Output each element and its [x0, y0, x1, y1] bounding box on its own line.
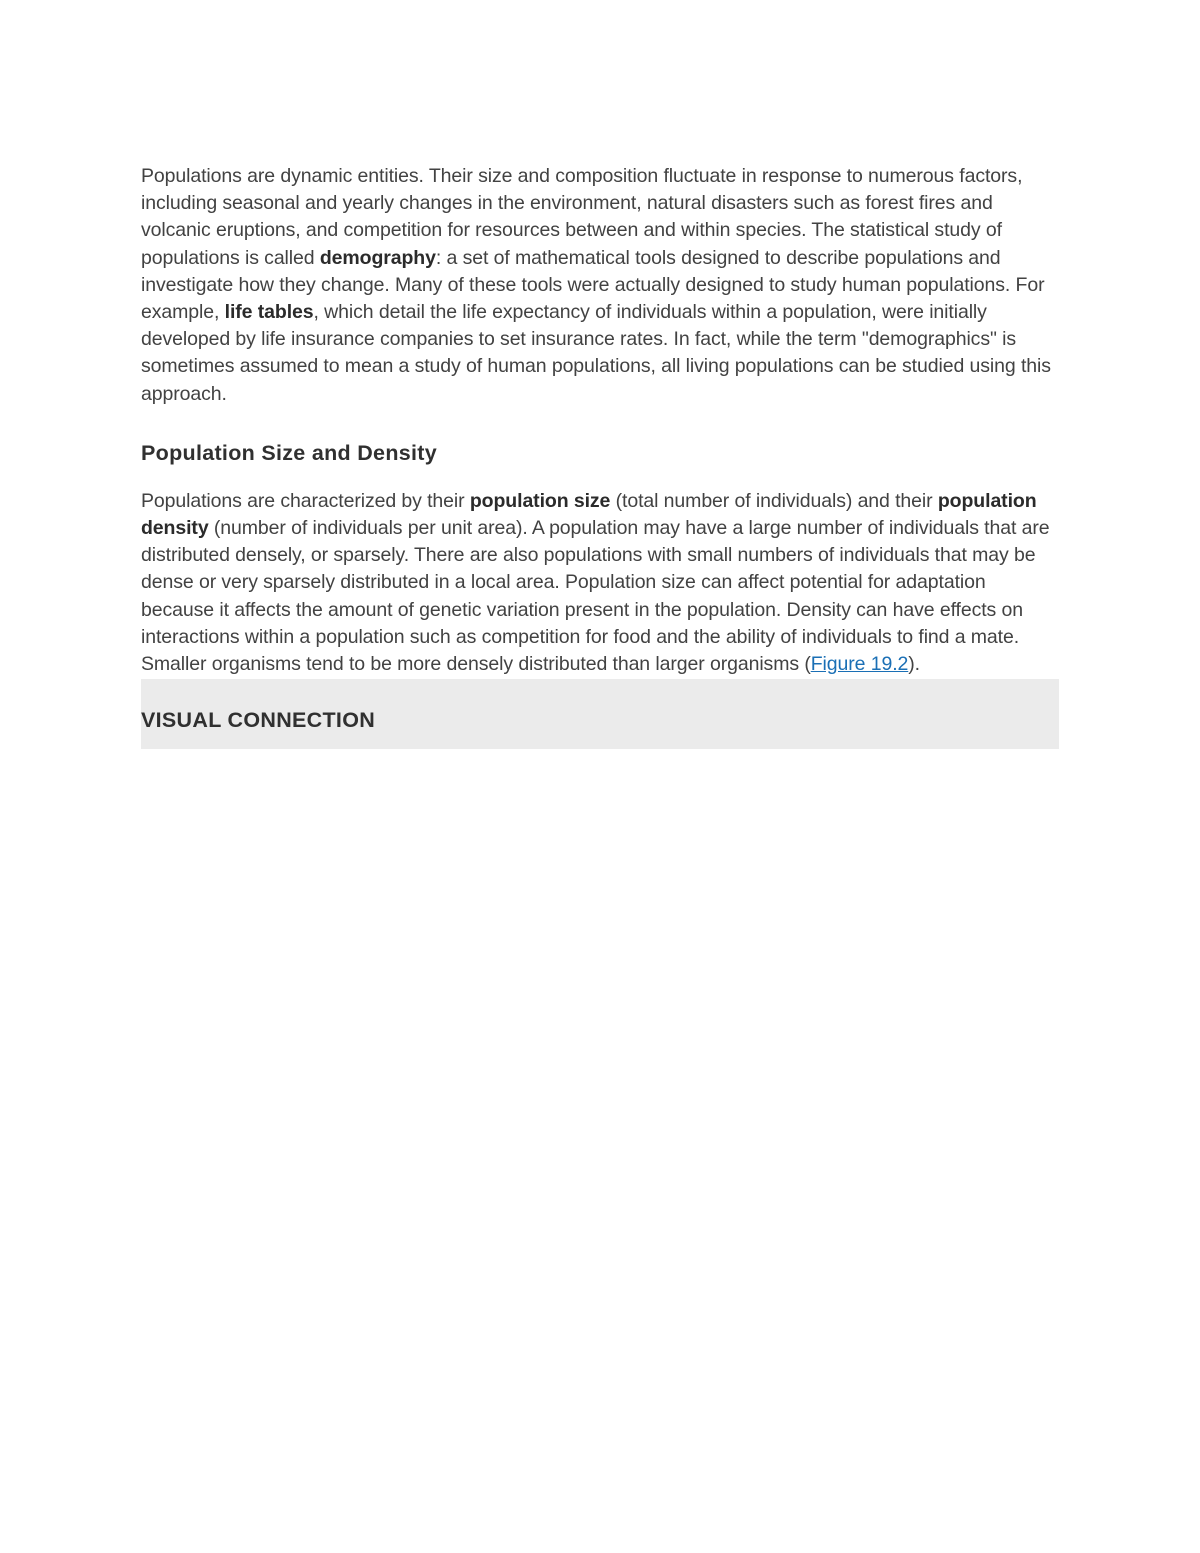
figure-link[interactable]: Figure 19.2: [810, 653, 909, 676]
visual-connection-box: [141, 679, 1059, 749]
section-paragraph: [141, 488, 1059, 678]
section-heading: Population Size and Density: [141, 440, 437, 465]
intro-paragraph: [141, 163, 1059, 408]
section-text-2: (total number of individuals) and their: [610, 489, 938, 512]
term-population-density: population density: [141, 489, 1037, 540]
section-text-4: ).: [908, 653, 920, 676]
term-population-size: population size: [469, 489, 611, 512]
section-text-3: (number of individuals per unit area). A population may have a large number of individuals that are distributed densely, or sparsely. There are also populations with small numbers of individuals that may be dense or very sparsely distributed in a local area. Population size can affect potential for adaptation because it affects the amount of genetic variation present in the population. Density can have effects on interactions within a population such as competition for food and the ability of individuals to find a mate. Smaller organisms tend to be more densely distributed than larger organisms (: [141, 517, 1050, 676]
intro-text-3: , which detail the life expectancy of individuals within a population, were initially developed by life insurance companies to set insurance rates. In fact, while the term "demographics" is sometimes assumed to mean a study of human populations, all living populations can be studied using this approach.: [141, 301, 1051, 405]
intro-text-2: : a set of mathematical tools designed to describe populations and investigate how they change. Many of these tools were actually designed to study human populations. For example,: [141, 246, 1045, 324]
term-demography: demography: [319, 246, 436, 269]
intro-text-1: Populations are dynamic entities. Their size and composition fluctuate in response to numerous factors, including seasonal and yearly changes in the environment, natural disasters such as forest fires and volcanic eruptions, and competition for resources between and within species. The statistical study of populations is called: [141, 165, 1023, 269]
visual-connection-title: VISUAL CONNECTION: [141, 708, 376, 733]
section-text-1: Populations are characterized by their: [141, 489, 470, 512]
term-life-tables: life tables: [224, 301, 314, 324]
document-page: [141, 163, 1059, 749]
